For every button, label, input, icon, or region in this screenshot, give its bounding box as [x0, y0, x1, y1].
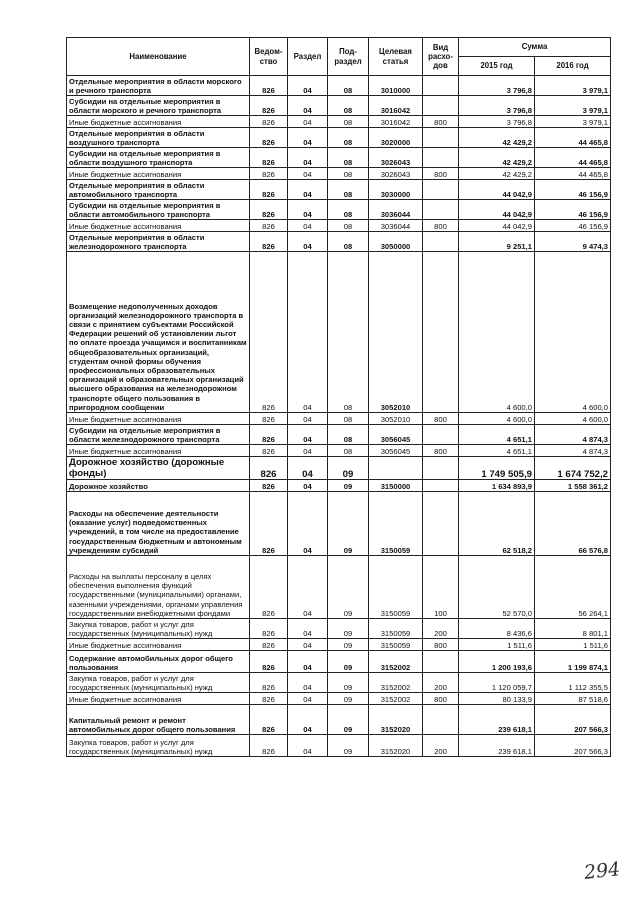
cell-sec: 04 — [288, 457, 328, 480]
table-row — [67, 116, 611, 128]
cell-sec: 04 — [288, 252, 328, 413]
cell-dept: 826 — [250, 220, 288, 232]
cell-name: Расходы на выплаты персоналу в целях обеспечения выполнения функций государственными (муниципальными) органами, казенными учреждениями, органами управления государственными внебюджетными фондами — [67, 556, 250, 619]
cell-v2015: 4 600,0 — [459, 413, 535, 425]
cell-v2015: 1 634 893,9 — [459, 480, 535, 492]
table-row — [67, 96, 611, 116]
cell-name: Иные бюджетные ассигнования — [67, 639, 250, 651]
cell-name: Отдельные мероприятия в области железнодорожного транспорта — [67, 232, 250, 252]
cell-v2015: 1 200 193,6 — [459, 651, 535, 673]
table-row — [67, 180, 611, 200]
cell-type — [423, 705, 459, 735]
cell-v2016: 44 465,8 — [535, 148, 611, 168]
table-row — [67, 445, 611, 457]
header-name: Наименование — [67, 38, 250, 76]
cell-sub: 09 — [328, 651, 369, 673]
cell-dept: 826 — [250, 445, 288, 457]
header-subsection: Под-раздел — [328, 38, 369, 76]
cell-v2016: 4 874,3 — [535, 445, 611, 457]
cell-name: Содержание автомобильных дорог общего пользования — [67, 651, 250, 673]
cell-v2015: 42 429,2 — [459, 168, 535, 180]
cell-sec: 04 — [288, 619, 328, 639]
cell-dept: 826 — [250, 76, 288, 96]
cell-sub: 08 — [328, 128, 369, 148]
cell-target: 3150059 — [369, 619, 423, 639]
cell-v2016: 3 979,1 — [535, 76, 611, 96]
cell-v2015: 4 651,1 — [459, 445, 535, 457]
cell-sec: 04 — [288, 480, 328, 492]
cell-target: 3152020 — [369, 705, 423, 735]
table-row — [67, 457, 611, 480]
cell-dept: 826 — [250, 232, 288, 252]
cell-type — [423, 180, 459, 200]
cell-v2015: 44 042,9 — [459, 220, 535, 232]
cell-dept: 826 — [250, 492, 288, 556]
table-row — [67, 492, 611, 556]
cell-dept: 826 — [250, 168, 288, 180]
cell-v2016: 9 474,3 — [535, 232, 611, 252]
cell-sub: 09 — [328, 735, 369, 757]
cell-target: 3152002 — [369, 673, 423, 693]
cell-type — [423, 492, 459, 556]
cell-dept: 826 — [250, 148, 288, 168]
cell-v2015: 44 042,9 — [459, 180, 535, 200]
header-year-2016: 2016 год — [535, 57, 611, 76]
cell-sub: 08 — [328, 116, 369, 128]
cell-sec: 04 — [288, 556, 328, 619]
cell-dept: 826 — [250, 200, 288, 220]
cell-sub: 08 — [328, 413, 369, 425]
cell-v2016: 207 566,3 — [535, 705, 611, 735]
cell-v2015: 3 796,8 — [459, 116, 535, 128]
cell-dept: 826 — [250, 735, 288, 757]
cell-type: 800 — [423, 445, 459, 457]
cell-sub: 09 — [328, 639, 369, 651]
table-row — [67, 168, 611, 180]
cell-type — [423, 96, 459, 116]
cell-sec: 04 — [288, 96, 328, 116]
cell-name: Иные бюджетные ассигнования — [67, 445, 250, 457]
cell-target: 3052010 — [369, 252, 423, 413]
cell-name: Отдельные мероприятия в области морского и речного транспорта — [67, 76, 250, 96]
cell-target: 3150059 — [369, 556, 423, 619]
cell-v2016: 3 979,1 — [535, 96, 611, 116]
cell-sub: 09 — [328, 693, 369, 705]
cell-dept: 826 — [250, 639, 288, 651]
cell-name: Дорожное хозяйство (дорожные фонды) — [67, 457, 250, 480]
cell-type — [423, 200, 459, 220]
table-row — [67, 232, 611, 252]
cell-v2016: 8 801,1 — [535, 619, 611, 639]
cell-sub: 08 — [328, 220, 369, 232]
cell-v2015: 9 251,1 — [459, 232, 535, 252]
cell-type — [423, 76, 459, 96]
cell-sec: 04 — [288, 168, 328, 180]
table-row — [67, 252, 611, 413]
cell-sub: 09 — [328, 480, 369, 492]
cell-sub: 08 — [328, 76, 369, 96]
budget-table — [66, 37, 611, 757]
cell-target: 3056045 — [369, 445, 423, 457]
cell-v2015: 4 600,0 — [459, 252, 535, 413]
page-number: 294 — [582, 858, 622, 884]
cell-v2016: 1 558 361,2 — [535, 480, 611, 492]
cell-sub: 08 — [328, 200, 369, 220]
cell-sub: 09 — [328, 457, 369, 480]
cell-sub: 08 — [328, 252, 369, 413]
cell-v2016: 56 264,1 — [535, 556, 611, 619]
cell-sec: 04 — [288, 116, 328, 128]
cell-target: 3152020 — [369, 735, 423, 757]
cell-v2016: 46 156,9 — [535, 220, 611, 232]
cell-target: 3016042 — [369, 96, 423, 116]
cell-v2016: 1 112 355,5 — [535, 673, 611, 693]
table-row — [67, 480, 611, 492]
table-row — [67, 425, 611, 445]
cell-name: Закупка товаров, работ и услуг для государственных (муниципальных) нужд — [67, 735, 250, 757]
cell-type — [423, 148, 459, 168]
cell-sub: 08 — [328, 232, 369, 252]
cell-v2015: 1 120 059,7 — [459, 673, 535, 693]
cell-v2015: 42 429,2 — [459, 148, 535, 168]
cell-target: 3150059 — [369, 492, 423, 556]
cell-type: 200 — [423, 619, 459, 639]
header-sum: Сумма — [459, 38, 611, 57]
table-row — [67, 619, 611, 639]
cell-v2016: 1 199 874,1 — [535, 651, 611, 673]
cell-sub: 08 — [328, 148, 369, 168]
cell-type: 800 — [423, 220, 459, 232]
cell-v2015: 3 796,8 — [459, 76, 535, 96]
cell-type — [423, 457, 459, 480]
cell-target: 3016042 — [369, 116, 423, 128]
cell-name: Субсидии на отдельные мероприятия в области железнодорожного транспорта — [67, 425, 250, 445]
cell-sub: 09 — [328, 556, 369, 619]
cell-dept: 826 — [250, 96, 288, 116]
cell-sub: 08 — [328, 425, 369, 445]
cell-sub: 08 — [328, 180, 369, 200]
header-type: Вид расхо-дов — [423, 38, 459, 76]
cell-target: 3036044 — [369, 200, 423, 220]
header-year-2015: 2015 год — [459, 57, 535, 76]
cell-target: 3152002 — [369, 651, 423, 673]
cell-sec: 04 — [288, 651, 328, 673]
cell-v2016: 1 511,6 — [535, 639, 611, 651]
cell-sub: 08 — [328, 168, 369, 180]
cell-type: 800 — [423, 168, 459, 180]
cell-sec: 04 — [288, 492, 328, 556]
table-row — [67, 693, 611, 705]
cell-name: Иные бюджетные ассигнования — [67, 413, 250, 425]
cell-dept: 826 — [250, 651, 288, 673]
cell-v2016: 87 518,6 — [535, 693, 611, 705]
cell-v2015: 44 042,9 — [459, 200, 535, 220]
cell-type — [423, 425, 459, 445]
cell-v2016: 44 465,8 — [535, 168, 611, 180]
cell-sec: 04 — [288, 220, 328, 232]
cell-sec: 04 — [288, 200, 328, 220]
table-row — [67, 673, 611, 693]
cell-dept: 826 — [250, 252, 288, 413]
cell-dept: 826 — [250, 556, 288, 619]
cell-sub: 09 — [328, 492, 369, 556]
cell-v2015: 239 618,1 — [459, 705, 535, 735]
cell-target: 3030000 — [369, 180, 423, 200]
cell-v2016: 4 874,3 — [535, 425, 611, 445]
cell-v2015: 1 511,6 — [459, 639, 535, 651]
cell-name: Иные бюджетные ассигнования — [67, 116, 250, 128]
cell-sub: 08 — [328, 96, 369, 116]
cell-sec: 04 — [288, 413, 328, 425]
cell-type — [423, 232, 459, 252]
table-row — [67, 639, 611, 651]
cell-name: Капитальный ремонт и ремонт автомобильных дорог общего пользования — [67, 705, 250, 735]
cell-dept: 826 — [250, 180, 288, 200]
cell-sec: 04 — [288, 232, 328, 252]
table-row — [67, 128, 611, 148]
cell-type: 800 — [423, 116, 459, 128]
cell-name: Закупка товаров, работ и услуг для государственных (муниципальных) нужд — [67, 673, 250, 693]
cell-sec: 04 — [288, 76, 328, 96]
cell-dept: 826 — [250, 116, 288, 128]
cell-v2016: 207 566,3 — [535, 735, 611, 757]
table-row — [67, 220, 611, 232]
cell-target: 3036044 — [369, 220, 423, 232]
cell-v2016: 46 156,9 — [535, 200, 611, 220]
cell-name: Субсидии на отдельные мероприятия в области воздушного транспорта — [67, 148, 250, 168]
cell-target: 3152002 — [369, 693, 423, 705]
table-row — [67, 413, 611, 425]
cell-dept: 826 — [250, 480, 288, 492]
cell-v2015: 3 796,8 — [459, 96, 535, 116]
cell-sec: 04 — [288, 693, 328, 705]
cell-name: Закупка товаров, работ и услуг для государственных (муниципальных) нужд — [67, 619, 250, 639]
cell-sec: 04 — [288, 639, 328, 651]
cell-target — [369, 457, 423, 480]
cell-name: Отдельные мероприятия в области автомобильного транспорта — [67, 180, 250, 200]
cell-v2015: 239 618,1 — [459, 735, 535, 757]
cell-v2016: 66 576,8 — [535, 492, 611, 556]
cell-v2015: 80 133,9 — [459, 693, 535, 705]
table-row — [67, 556, 611, 619]
cell-type: 800 — [423, 639, 459, 651]
cell-sec: 04 — [288, 148, 328, 168]
table-row — [67, 148, 611, 168]
cell-sec: 04 — [288, 128, 328, 148]
cell-v2016: 3 979,1 — [535, 116, 611, 128]
cell-type: 200 — [423, 735, 459, 757]
cell-v2016: 4 600,0 — [535, 252, 611, 413]
cell-target: 3026043 — [369, 168, 423, 180]
cell-sec: 04 — [288, 705, 328, 735]
cell-name: Отдельные мероприятия в области воздушного транспорта — [67, 128, 250, 148]
header-target: Целевая статья — [369, 38, 423, 76]
cell-target: 3056045 — [369, 425, 423, 445]
cell-target: 3026043 — [369, 148, 423, 168]
table-row — [67, 76, 611, 96]
cell-name: Дорожное хозяйство — [67, 480, 250, 492]
cell-dept: 826 — [250, 693, 288, 705]
header-dept: Ведом-ство — [250, 38, 288, 76]
cell-v2015: 62 518,2 — [459, 492, 535, 556]
cell-v2015: 1 749 505,9 — [459, 457, 535, 480]
cell-sec: 04 — [288, 735, 328, 757]
cell-v2015: 4 651,1 — [459, 425, 535, 445]
cell-dept: 826 — [250, 413, 288, 425]
cell-name: Расходы на обеспечение деятельности (оказание услуг) подведомственных учреждений, в том числе на предоставление государственным бюджетным и автономным учреждениям субсидий — [67, 492, 250, 556]
cell-sec: 04 — [288, 180, 328, 200]
cell-type: 800 — [423, 693, 459, 705]
table-row — [67, 705, 611, 735]
cell-type: 200 — [423, 673, 459, 693]
cell-dept: 826 — [250, 457, 288, 480]
cell-sub: 09 — [328, 673, 369, 693]
cell-type: 800 — [423, 413, 459, 425]
cell-dept: 826 — [250, 619, 288, 639]
cell-v2015: 42 429,2 — [459, 128, 535, 148]
cell-sub: 09 — [328, 619, 369, 639]
cell-name: Субсидии на отдельные мероприятия в области морского и речного транспорта — [67, 96, 250, 116]
cell-target: 3052010 — [369, 413, 423, 425]
table-body — [67, 76, 611, 757]
cell-type — [423, 480, 459, 492]
cell-name: Иные бюджетные ассигнования — [67, 168, 250, 180]
cell-target: 3010000 — [369, 76, 423, 96]
table-row — [67, 651, 611, 673]
cell-type — [423, 651, 459, 673]
cell-v2015: 52 570,0 — [459, 556, 535, 619]
cell-sub: 08 — [328, 445, 369, 457]
cell-v2016: 46 156,9 — [535, 180, 611, 200]
cell-dept: 826 — [250, 673, 288, 693]
cell-sec: 04 — [288, 425, 328, 445]
cell-name: Возмещение недополученных доходов организаций железнодорожного транспорта в связи с принятием субъектами Российской Федерации решений об установлении льгот по оплате проезда учащимся и воспитанникам общеобразовательных организаций, студентам очной формы обучения профессиональных образовательных организаций и образовательных организаций высшего образования на железнодорожном транспорте общего пользования в пригородном сообщении — [67, 252, 250, 413]
cell-v2016: 1 674 752,2 — [535, 457, 611, 480]
cell-sec: 04 — [288, 673, 328, 693]
cell-dept: 826 — [250, 128, 288, 148]
cell-sub: 09 — [328, 705, 369, 735]
cell-type — [423, 128, 459, 148]
cell-target: 3150000 — [369, 480, 423, 492]
cell-v2016: 4 600,0 — [535, 413, 611, 425]
cell-type: 100 — [423, 556, 459, 619]
cell-target: 3050000 — [369, 232, 423, 252]
header-section: Раздел — [288, 38, 328, 76]
table-row — [67, 200, 611, 220]
cell-dept: 826 — [250, 705, 288, 735]
table-row — [67, 735, 611, 757]
cell-name: Иные бюджетные ассигнования — [67, 220, 250, 232]
cell-v2015: 8 436,6 — [459, 619, 535, 639]
cell-target: 3150059 — [369, 639, 423, 651]
cell-sec: 04 — [288, 445, 328, 457]
cell-dept: 826 — [250, 425, 288, 445]
cell-name: Иные бюджетные ассигнования — [67, 693, 250, 705]
cell-target: 3020000 — [369, 128, 423, 148]
cell-name: Субсидии на отдельные мероприятия в области автомобильного транспорта — [67, 200, 250, 220]
cell-type — [423, 252, 459, 413]
cell-v2016: 44 465,8 — [535, 128, 611, 148]
